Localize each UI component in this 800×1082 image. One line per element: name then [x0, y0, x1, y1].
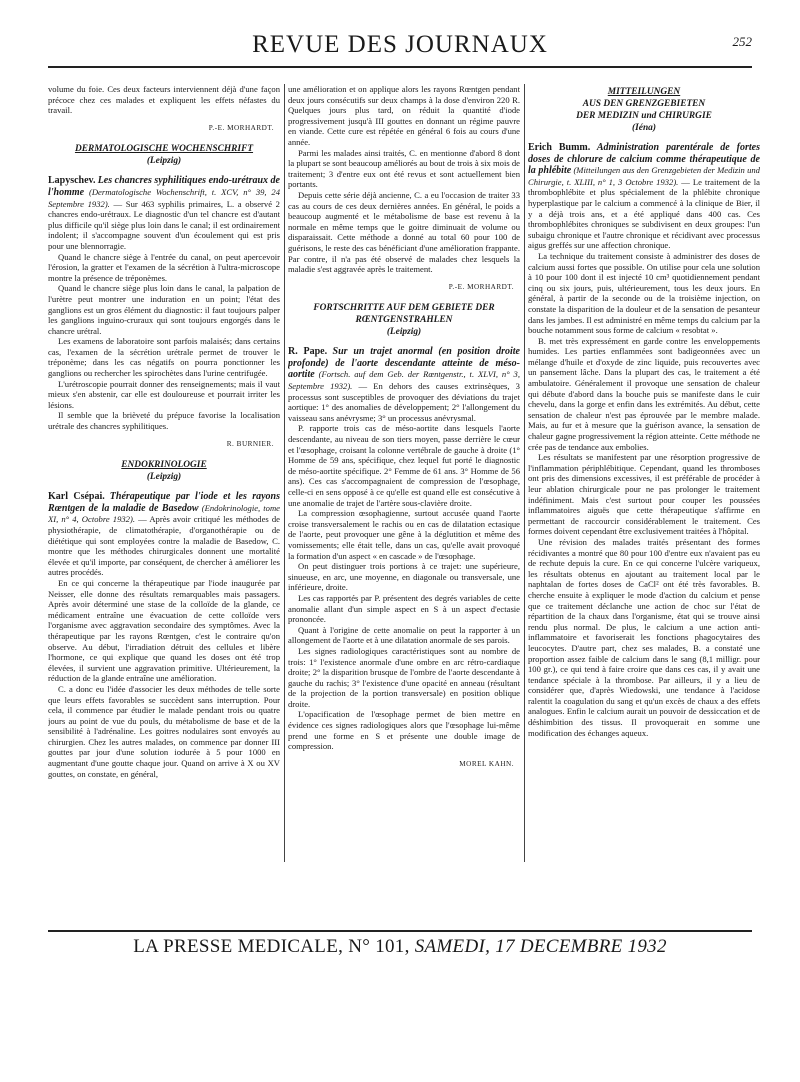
section-title: [528, 86, 760, 98]
article-lead: [48, 491, 280, 578]
section-title-text: MITTEILUNGEN: [607, 87, 681, 97]
paragraph: Quant à l'origine de cette anomalie on peut la rapporter à un allongement de l'aorte et à une dilatation anormale de ses parois.: [288, 624, 520, 646]
paragraph: L'opacification de l'œsophage permet de bien mettre en évidence ces signes radiologiques alors que l'œsophage lui-même prend une forme en S et présente une double image de compression.: [288, 709, 520, 752]
section-title: FORTSCHRITTE AUF DEM GEBIETE DER RŒNTGENSTRAHLEN: [313, 303, 495, 326]
paragraph: volume du foie. Ces deux facteurs interviennent déjà d'une façon précoce chez ces malades et expliquent les effets néfastes du travail.: [48, 84, 280, 116]
section-title: [48, 459, 280, 471]
article-reference: (Endokrinologie, tome XI, n° 4, Octobre 1932).: [48, 502, 280, 525]
paragraph: Les cas rapportés par P. présentent des degrés variables de cette anomalie allant d'un simple aspect en S à un aspect d'ectasie prononcée.: [288, 592, 520, 625]
paragraph: Une révision des malades traités présentant des formes récidivantes a montré que 80 pour 100 d'entre eux n'avaient pas eu de rechute depuis la cure. En ce qui concerne l'ulcère variqueux, les résultats obtenus en ajoutant au traitement local par le naphtalan de fortes doses de CaCl² ont été très favorables. B. cherche ensuite à expliquer le mode d'action du calcium et pense que ce traitement déclanche une action de choc sur l'état de répartition de la chaux dans l'organisme, état qui se trouve ainsi rendu plus normal. De plus, le calcium a une action anti-inflammatoire et favoriserait les fonctions phagocytaires des leucocytes. D'autre part, chez ses malades, B. a constaté une proportion assez faible de calcium dans le sang (8,1 milligr. pour 100 gr.), ce qui tend à faire croire que dans ces cas, il y avait une tendance spéciale à la thrombose. Par ailleurs, il y a lieu de considérer que, d'après Wiedowski, une tendance à l'acidose ralentit la coagulation du sang et qu'un excès de chaux a des effets analogues. Enfin le calcium aurait un pouvoir de dessiccation et de déshimbition des tissus. Il provoquerait en somme une modification des échanges aqueux.: [528, 536, 760, 738]
section-location: (Iéna): [632, 123, 656, 133]
paragraph: Quand le chancre siège plus loin dans le canal, la palpation de l'urètre peut montrer une induration en un point; l'état des ganglions est un gros élément du diagnostic: il faut toujours palper les ganglions inguino-cruraux qui sont toujours engorgés dans le chancre urétral.: [48, 283, 280, 336]
section-location: (Leipzig): [146, 472, 182, 483]
section-location: (Leipzig): [386, 327, 422, 338]
issue-day: SAMEDI,: [414, 936, 491, 957]
paragraph: Quand le chancre siège à l'entrée du canal, on peut apercevoir l'érosion, la gratter et l'examen de la sécrétion à l'ultra-microscope montre la présence de tréponèmes.: [48, 251, 280, 283]
section-location: (Leipzig): [146, 156, 182, 167]
paragraph: Depuis cette série déjà ancienne, C. a eu l'occasion de traiter 33 cas au cours de ces deux dernières années. En général, le poids a beaucoup augmenté et le métabolisme de base est revenu à la normale en même temps que le goitre diminuait de volume ou disparaissait. Cette méthode a donné au total 60 pour 100 de guérisons, le reste des cas bénéficiant d'une amélioration frappante. Par contre, il n'a pas été observé de malades chez lesquels la maladie s'est aggravée après le traitement.: [288, 189, 520, 275]
article-author: R. Pape.: [288, 346, 328, 358]
article-title: Sur un trajet anormal (en position droite profonde) de l'aorte descendante atteinte de méso-aortite: [288, 346, 520, 381]
article-lead: [288, 346, 520, 423]
paragraph: La compression œsophagienne, surtout accusée quand l'aorte croise transversalement le rachis ou en cas de dilatation ectasique de l'aorte, peut provoquer une gêne à la déglutition et même des vomissements; elle était telle, dans un cas, qu'elle avait provoqué la formation d'un aspect « en cascade » de l'œsophage.: [288, 508, 520, 561]
section-title-line: DER MEDIZIN und CHIRURGIE: [576, 111, 712, 121]
article-author: Erich Bumm.: [528, 142, 591, 153]
article-reference: (Mitteilungen aus den Grenzgebieten der Medizin und Chirurgie, t. XLIII, n° 1, 3 Octobre 1932).: [528, 165, 760, 187]
article-text: — En dehors des causes extrinsèques, 3 processus sont susceptibles de provoquer des déviations du trajet aortique: 1° des anomalies de développement; 2° l'allongement du vaisseau sans anévrysme; 3° un processus anévrysmal.: [288, 381, 520, 423]
paragraph: Parmi les malades ainsi traités, C. en mentionne d'abord 8 dont la plupart se sont beaucoup améliorés au bout de trois à six mois de traitement; 3 d'entre eux ont été revus et sont actuellement bien portants.: [288, 147, 520, 190]
column-3: [528, 84, 760, 862]
section-title: [48, 143, 280, 155]
article-text: — Après avoir critiqué les méthodes de physiothérapie, de climatothérapie, d'organothérapie ou de diététique qui sont employées contre la maladie de Basedow, C. montre que les méthodes chirurgicales donnent une mortalité élevée et qu'il importe, par conséquent, de chercher à améliorer les autres procédés.: [48, 514, 280, 578]
article-author: Karl Csépai.: [48, 491, 105, 503]
paragraph: Les examens de laboratoire sont parfois malaisés; dans certains cas, l'examen de la sécrétion urétrale permet de trouver le tréponème; dans les cas négatifs on pourra ponctionner les ganglions ou rechercher les spirochètes dans l'urine centrifugée.: [48, 336, 280, 379]
issue-number: N° 101,: [348, 936, 410, 957]
article-reference: (Fortsch. auf dem Geb. der Rœntgenstr., t. XLVI, n° 3, Septembre 1932).: [288, 369, 520, 392]
section-title-text: DERMATOLOGISCHE WOCHENSCHRIFT: [74, 144, 254, 155]
page-title: REVUE DES JOURNAUX: [252, 31, 548, 58]
paragraph: En ce qui concerne la thérapeutique par l'iode inaugurée par Neisser, elle donne des résultats remarquables mais passagers. Après avoir déterminé une stase de la colloïde de la glande, ce médicament entraîne une évacuation de cette colloïde vers l'organisme avec aggravation secondaire des symptômes. Avec la thérapeutique par les rayons Rœntgen, c'est le contraire qu'on observe. Au début, l'irradiation détruit des cellules et libère l'hormone, ce qui explique que quand les doses ont été trop élevées, il survient une aggravation primitive. Ultérieurement, la réduction de la glande entraîne une amélioration.: [48, 577, 280, 684]
article-text: — Le traitement de la thrombophlébite et plus spécialement de la phlébite chronique hyperplastique par le calcium a commencé à la clinique de Bier, il y a déjà trois ans, et a été appliqué dans 400 cas. Ces thrombophlébites chroniques se subdivisent en deux groupes: l'un subaigu chronique et l'autre chronique et récidivant avec processus aigus greffés sur une affection chronique.: [528, 176, 760, 251]
signature: MOREL KAHN.: [459, 759, 514, 768]
signature: P.-E. MORHARDT.: [448, 282, 514, 291]
paragraph: On peut distinguer trois portions à ce trajet: une supérieure, sinueuse, en arc, une moyenne, en diagonale ou transversale, une inférieure, droite.: [288, 561, 520, 593]
paragraph: Les signes radiologiques caractéristiques sont au nombre de trois: 1° l'existence anormale d'une ombre en arc rétro-cardiaque droite; 2° la disparition brusque de l'ombre de l'aorte descendante à gauche du rachis; 3° l'existence d'une opacité en anneau (résultant de la projection de la portion transversale) en position oblique droite.: [288, 645, 520, 709]
article-reference: (Dermatologische Wochenschrift, t. XCV, n° 39, 24 Septembre 1932).: [48, 186, 280, 209]
article-title: Thérapeutique par l'iode et les rayons Rœntgen de la maladie de Basedow: [48, 491, 280, 514]
article-lead: [528, 142, 760, 251]
article-title: Administration parentérale de fortes doses de chlorure de calcium comme thérapeutique de la phlébite: [528, 142, 760, 177]
column-divider: [524, 84, 525, 862]
section-title-text: ENDOKRINOLOGIE: [121, 460, 207, 471]
article-lead: [48, 175, 280, 251]
paragraph: C. a donc eu l'idée d'associer les deux méthodes de telle sorte que leurs effets favorables se succèdent sans interruption. Pour cela, il commence par étudier le malade pendant trois ou quatre jours au point de vue du pouls, du métabolisme de base et de la sensibilité à l'adrénaline. Les goitres nodulaires sont envoyés au chirurgien. Chez les autres malades, on commence par donner III gouttes par jour d'une solution iodurée à 5 pour 1000 en augmentant d'une goutte chaque jour. Quand on arrive à X ou XV gouttes, on constate, en général,: [48, 683, 280, 779]
column-2: [288, 84, 520, 862]
section-title-line: AUS DEN GRENZGEBIETEN: [582, 99, 706, 109]
page-footer: [48, 930, 752, 958]
article-columns: [48, 84, 760, 862]
paragraph: L'urétroscopie pourrait donner des renseignements; mais il vaut mieux s'en abstenir, car elle est douloureuse et pourrait irriter les lésions.: [48, 378, 280, 410]
article-text: — Sur 463 syphilis primaires, L. a observé 2 chancres endo-urétraux. Le diagnostic d'un tel chancre est d'autant plus difficile qu'il siège plus loin dans le canal; il est ordinairement indolent; il s'accompagne souvent d'un écoulement qui est pris pour une blennorragie.: [48, 198, 280, 251]
page-number: 252: [732, 34, 752, 49]
paragraph: Les résultats se manifestent par une résorption progressive de l'inflammation périphlébitique. Cependant, quand les thromboses ont pris des dimensions excessives, il est préférable de procéder à leur ablation chirurgicale pour ne pas prolonger le traitement indéfiniment. Mais c'est surtout pour couper les poussées inflammatoires aiguës que cette thérapeutique s'affirme en permettant de raccourcir considérablement le traitement. Ces formes doivent cependant être exclusivement traitées à l'hôpital.: [528, 452, 760, 537]
journal-name: LA PRESSE MEDICALE,: [133, 936, 344, 957]
column-divider: [284, 84, 285, 862]
signature: R. BURNIER.: [226, 439, 274, 448]
article-author: Lapyschev.: [48, 175, 96, 187]
paragraph: B. met très expressément en garde contre les enveloppements humides. Les parties enflammées sont badigeonnées avec un mélange d'huile et d'oxyde de zinc liquide, puis recouvertes avec un pansement lâche. Dans la plupart des cas, le traitement a été ambulatoire. Généralement il provoque une sensation de chaleur qui débute d'abord dans la bouche puis se manifeste dans le cuir chevelu, dans la gorge et enfin dans les extrémités. Au début, cette sensation de chaleur n'est pas éprouvée par le membre malade. Mais, au fur et à mesure que la guérison avance, la sensation de chaleur gagne progressivement la région atteinte. Cette méthode ne crée pas de tendance aux embolies.: [528, 335, 760, 452]
paragraph: Il semble que la brièveté du prépuce favorise la localisation urétrale des chancres syphilitiques.: [48, 410, 280, 432]
paragraph: P. rapporte trois cas de méso-aortite dans lesquels l'aorte descendante, au niveau de son tiers moyen, passe derrière le cœur et l'œsophage, croisant la colonne vertébrale de gauche à droite (1° Homme de 59 ans, spécifique, chez lequel fut porté le diagnostic de méso-aortite spécifique. 2° Femme de 61 ans. 3° Homme de 56 ans). Ces cas s'accompagnaient de compression de l'œsophage, celle-ci en sens opposé à ce qu'elle est quand elle est consécutive à une anomalie de trajet de l'artère sous-clavière droite.: [288, 423, 520, 508]
paragraph: une amélioration et on applique alors les rayons Rœntgen pendant deux jours consécutifs sur deux champs à la dose d'environ 220 R. Quelques jours plus tard, on réduit la quantité d'iode progressivement jusqu'à III gouttes en donnant un régime pauvre en viande. Cette cure est répétée en général 6 fois au cours d'une année.: [288, 84, 520, 147]
article-title: Les chancres syphilitiques endo-urétraux de l'homme: [48, 175, 280, 198]
issue-date: 17 DECEMBRE 1932: [495, 936, 667, 957]
paragraph: La technique du traitement consiste à administrer des doses de calcium aussi fortes que possible. On utilise pour cela une solution à 10 pour 100 dont il est injecté 10 cm³ quotidiennement pendant cinq ou six jours, puis, ultérieurement, tous les deux jours. En général, à partir de la seconde ou de la troisième injection, on constate la disparition de la douleur et de la sensation de pesanteur dans les jambes. Il est administré en même temps du calcium par la bouche notamment sous forme de calcium « resobtat ».: [528, 250, 760, 336]
column-1: [48, 84, 280, 862]
signature: P.-E. MORHARDT.: [208, 123, 274, 132]
page-header: [48, 30, 752, 68]
